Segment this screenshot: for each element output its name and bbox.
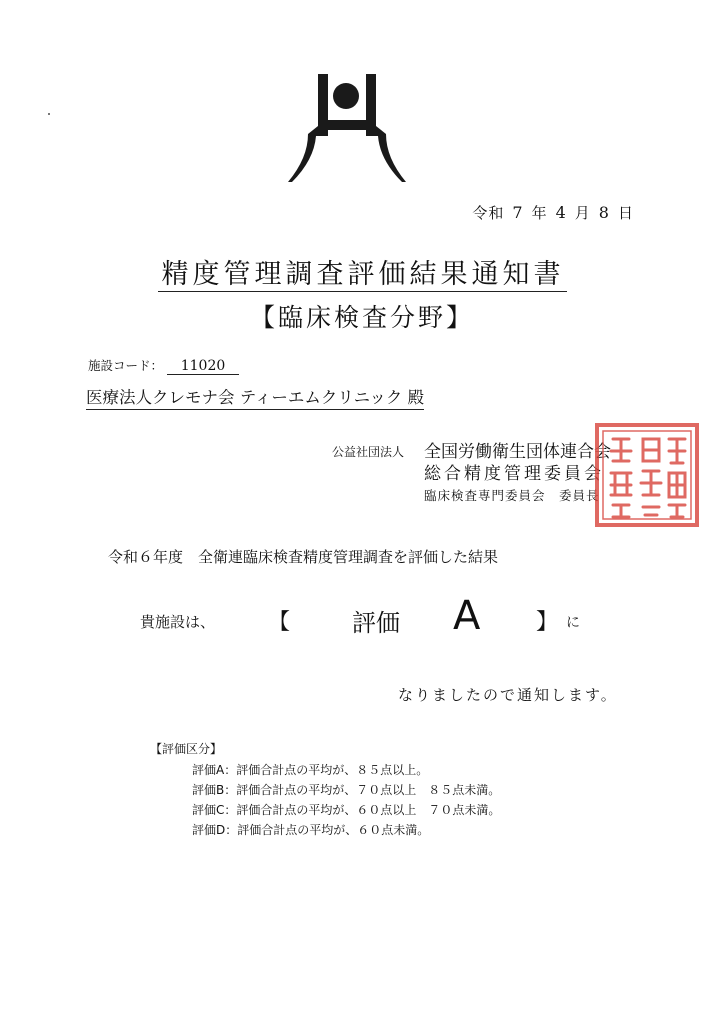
document-title xyxy=(0,252,724,291)
issuer-organization: 全国労働衛生団体連合会 xyxy=(424,442,611,462)
facility-code-value: 11020 xyxy=(167,358,239,375)
issuer-committee: 総合精度管理委員会 xyxy=(424,464,604,484)
legend-item-a: 評価A：評価合計点の平均が、８５点以上。 xyxy=(192,763,429,777)
date-month-unit: 月 xyxy=(574,204,591,222)
issuer-prefix: 公益社団法人 xyxy=(332,445,405,459)
notification-closing: なりましたので通知します。 xyxy=(398,686,618,704)
evaluation-label: 評価 xyxy=(352,609,400,637)
jh-emblem-icon xyxy=(288,74,406,182)
grade-particle: に xyxy=(566,615,580,631)
date-day: 8 xyxy=(598,203,610,222)
facility-prefix: 貴施設は、 xyxy=(140,613,216,631)
document-title-text: 精度管理調査評価結果通知書 xyxy=(158,259,567,292)
date-year-unit: 年 xyxy=(531,204,548,222)
date-day-unit: 日 xyxy=(617,204,634,222)
grade-bracket-close: 】 xyxy=(536,610,559,635)
grade-legend-heading: 【評価区分】 xyxy=(150,742,223,756)
date-year: 7 xyxy=(512,203,524,222)
recipient-name: 医療法人クレモナ会 ティーエムクリニック 殿 xyxy=(86,384,424,410)
evaluation-grade: A xyxy=(453,593,481,639)
facility-code-label: 施設コード： xyxy=(88,358,164,373)
grade-bracket-open: 【 xyxy=(268,610,291,635)
scan-speck xyxy=(48,113,50,115)
facility-code-row xyxy=(88,356,239,375)
date-month: 4 xyxy=(555,203,567,222)
issuer-subcommittee: 臨床検査専門委員会 委員長 xyxy=(424,488,600,503)
issue-date xyxy=(472,202,634,223)
evaluation-intro: 令和６年度 全衛連臨床検査精度管理調査を評価した結果 xyxy=(108,548,499,566)
legend-item-b: 評価B：評価合計点の平均が、７０点以上 ８５点未満。 xyxy=(192,783,501,797)
document-subtitle: 【臨床検査分野】 xyxy=(249,303,474,332)
red-official-seal-icon xyxy=(593,421,701,529)
date-era: 令和 xyxy=(472,204,505,222)
grade-legend-list xyxy=(192,760,500,840)
legend-item-c: 評価C：評価合計点の平均が、６０点以上 ７０点未満。 xyxy=(192,803,501,817)
legend-item-d: 評価D：評価合計点の平均が、６０点未満。 xyxy=(192,823,430,837)
